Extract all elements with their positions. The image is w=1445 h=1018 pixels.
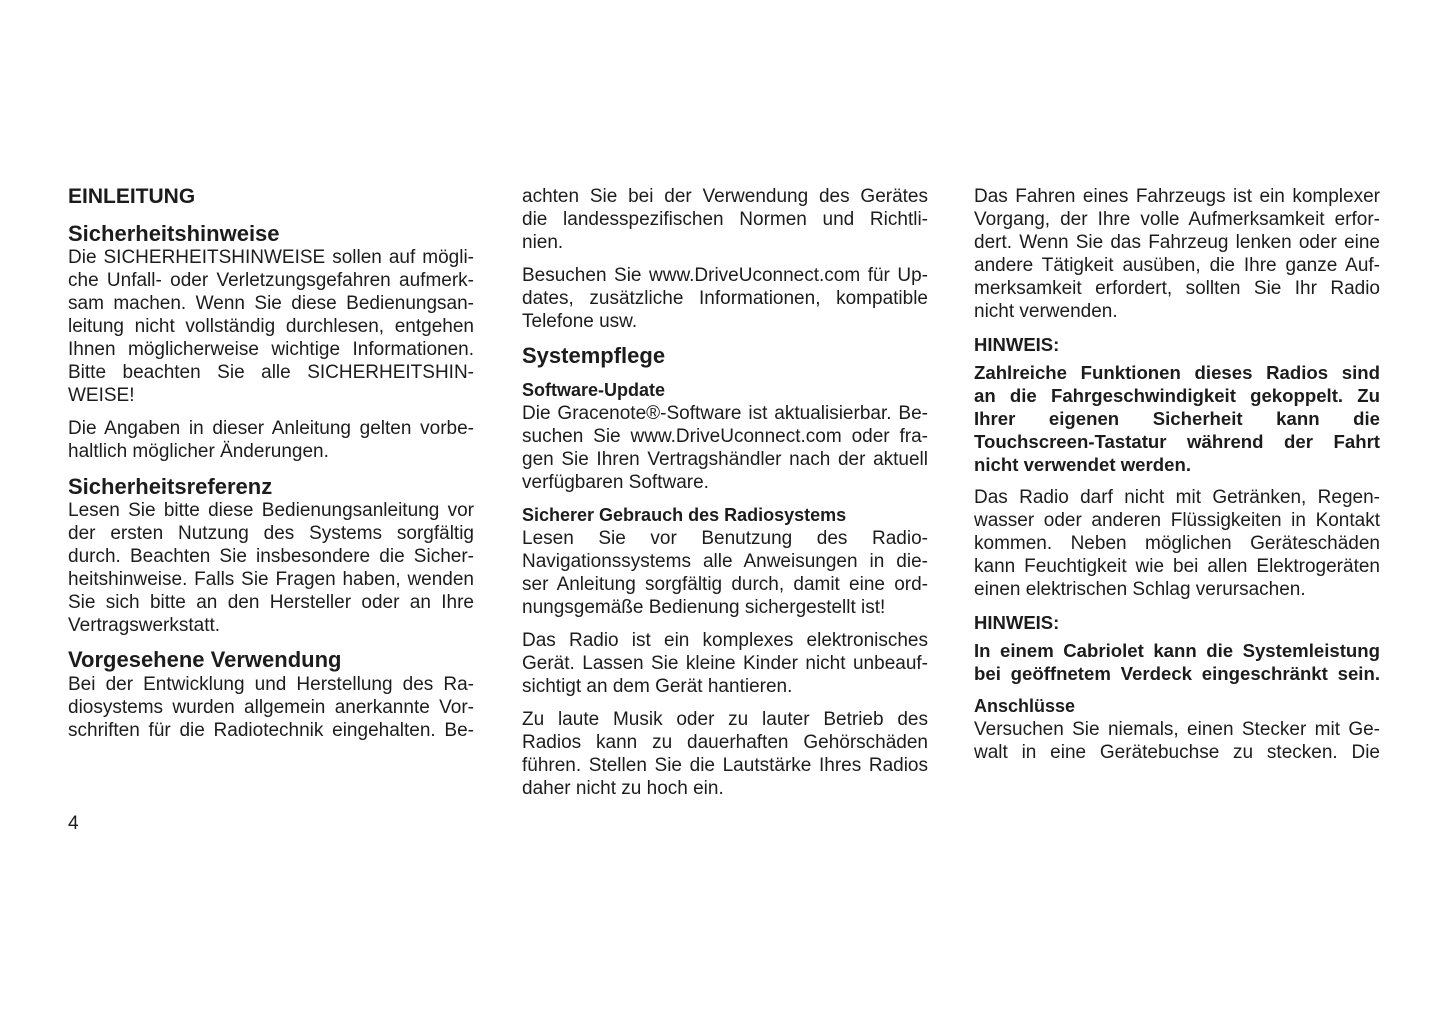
text-line: sichtigt an dem Gerät hantieren. — [522, 676, 793, 697]
text-line: schriften für die Radiotechnik eingehalten. Be- — [68, 720, 474, 741]
section-heading-sicherheitshinweise: Sicherheitshinweise — [68, 221, 280, 246]
subheading-sicherer-gebrauch: Sicherer Gebrauch des Radiosystems — [522, 505, 847, 525]
paragraph — [522, 402, 928, 494]
text-line: che Unfall- oder Verletzungsgefahren aufmerk- — [68, 270, 474, 291]
text-line: einen elektrischen Schlag verursachen. — [974, 579, 1306, 600]
section-heading-vorgesehene-verwendung: Vorgesehene Verwendung — [68, 647, 342, 672]
text-line: Das Fahren eines Fahrzeugs ist ein komplexer — [974, 186, 1380, 207]
text-line: Zu laute Musik oder zu lauter Betrieb des — [522, 709, 928, 730]
page-number: 4 — [68, 813, 79, 834]
text-line: leitung nicht vollständig durchlesen, entgehen — [68, 316, 474, 337]
text-line: dates, zusätzliche Informationen, kompatible — [522, 288, 928, 309]
text-line: Besuchen Sie www.DriveUconnect.com für Up- — [522, 265, 928, 286]
text-line: ser Anleitung sorgfältig durch, damit eine ord- — [522, 574, 928, 595]
text-line: kommen. Neben möglichen Geräteschäden — [974, 533, 1380, 554]
column-left — [68, 185, 474, 742]
text-line: Telefone usw. — [522, 311, 638, 332]
text-line: Bitte beachten Sie alle SICHERHEITSHIN- — [68, 362, 474, 383]
text-line: Bei der Entwicklung und Herstellung des Ra- — [68, 674, 474, 695]
text-line: Touchscreen-Tastatur während der Fahrt — [974, 431, 1380, 452]
section-heading-systempflege: Systempflege — [522, 343, 666, 368]
paragraph — [522, 527, 928, 619]
paragraph — [522, 708, 928, 800]
paragraph — [974, 486, 1380, 601]
text-line: daher nicht zu hoch ein. — [522, 778, 724, 799]
text-line: Die Angaben in dieser Anleitung gelten vorbe- — [68, 418, 474, 439]
paragraph — [974, 185, 1380, 323]
text-line: Das Radio darf nicht mit Getränken, Regen- — [974, 487, 1380, 508]
chapter-title: EINLEITUNG — [68, 185, 196, 208]
paragraph — [68, 246, 474, 407]
section-heading-sicherheitsreferenz: Sicherheitsreferenz — [68, 474, 273, 499]
column-right — [974, 185, 1380, 764]
text-line: Radios kann zu dauerhaften Gehörschäden — [522, 732, 928, 753]
text-line: Sie sich bitte an den Hersteller oder an Ihre — [68, 592, 474, 613]
text-line: dert. Wenn Sie das Fahrzeug lenken oder eine — [974, 232, 1380, 253]
text-line: WEISE! — [68, 385, 135, 406]
text-line: Vertragswerkstatt. — [68, 615, 221, 636]
text-line: merksamkeit erfordert, sollten Sie Ihr Radio — [974, 278, 1380, 299]
text-line: heitshinweise. Falls Sie Fragen haben, wenden — [68, 569, 474, 590]
subheading-software-update: Software-Update — [522, 380, 666, 400]
text-line: Gerät. Lassen Sie kleine Kinder nicht unbeauf- — [522, 653, 928, 674]
text-line: In einem Cabriolet kann die Systemleistung — [974, 640, 1380, 661]
notice-text — [974, 361, 1380, 476]
text-line: walt in eine Gerätebuchse zu stecken. Die — [974, 742, 1380, 763]
text-line: Lesen Sie bitte diese Bedienungsanleitung vor — [68, 500, 474, 521]
notice-label: HINWEIS: — [974, 612, 1060, 633]
paragraph — [68, 499, 474, 637]
text-line: Ihrer eigenen Sicherheit kann die — [974, 408, 1380, 429]
text-line: andere Tätigkeit ausüben, die Ihre ganze Auf- — [974, 255, 1380, 276]
paragraph — [974, 718, 1380, 764]
text-line: Die Gracenote®-Software ist aktualisierbar. Be- — [522, 403, 928, 424]
paragraph — [522, 264, 928, 333]
text-line: sam machen. Wenn Sie diese Bedienungsan- — [68, 293, 474, 314]
text-line: wasser oder anderen Flüssigkeiten in Kontakt — [974, 510, 1380, 531]
text-line: nungsgemäße Bedienung sichergestellt ist! — [522, 597, 886, 618]
column-middle — [522, 185, 928, 800]
text-line: Das Radio ist ein komplexes elektronisches — [522, 630, 928, 651]
text-line: die landesspezifischen Normen und Richtli- — [522, 209, 928, 230]
text-line: nicht verwenden. — [974, 301, 1118, 322]
subheading-anschluesse: Anschlüsse — [974, 696, 1076, 716]
text-line: verfügbaren Software. — [522, 472, 709, 493]
text-line: nicht verwendet werden. — [974, 454, 1191, 475]
paragraph — [68, 417, 474, 463]
text-line: Die SICHERHEITSHINWEISE sollen auf mögli- — [68, 247, 474, 268]
text-line: Navigationssystems alle Anweisungen in die- — [522, 551, 928, 572]
text-line: Vorgang, der Ihre volle Aufmerksamkeit erfor- — [974, 209, 1380, 230]
text-line: kann Feuchtigkeit wie bei allen Elektrogeräten — [974, 556, 1380, 577]
notice-text — [974, 639, 1380, 685]
text-line: suchen Sie www.DriveUconnect.com oder fra- — [522, 426, 928, 447]
text-line: achten Sie bei der Verwendung des Gerätes — [522, 186, 928, 207]
paragraph-continued — [522, 185, 928, 254]
text-line: an die Fahrgeschwindigkeit gekoppelt. Zu — [974, 385, 1380, 406]
paragraph — [522, 629, 928, 698]
text-line: gen Sie Ihren Vertragshändler nach der aktuell — [522, 449, 928, 470]
text-line: haltlich möglicher Änderungen. — [68, 441, 329, 462]
text-line: der ersten Nutzung des Systems sorgfältig — [68, 523, 474, 544]
text-line: führen. Stellen Sie die Lautstärke Ihres Radios — [522, 755, 928, 776]
text-line: nien. — [522, 232, 564, 253]
text-line: Zahlreiche Funktionen dieses Radios sind — [974, 362, 1380, 383]
text-line: diosystems wurden allgemein anerkannte Vor- — [68, 697, 474, 718]
text-line: Versuchen Sie niemals, einen Stecker mit Ge- — [974, 719, 1380, 740]
text-line: durch. Beachten Sie insbesondere die Sicher- — [68, 546, 474, 567]
text-line: Lesen Sie vor Benutzung des Radio- — [522, 528, 928, 549]
text-line: bei geöffnetem Verdeck eingeschränkt sein. — [974, 663, 1380, 684]
paragraph — [68, 673, 474, 742]
text-line: Ihnen möglicherweise wichtige Informationen. — [68, 339, 474, 360]
notice-label: HINWEIS: — [974, 334, 1060, 355]
